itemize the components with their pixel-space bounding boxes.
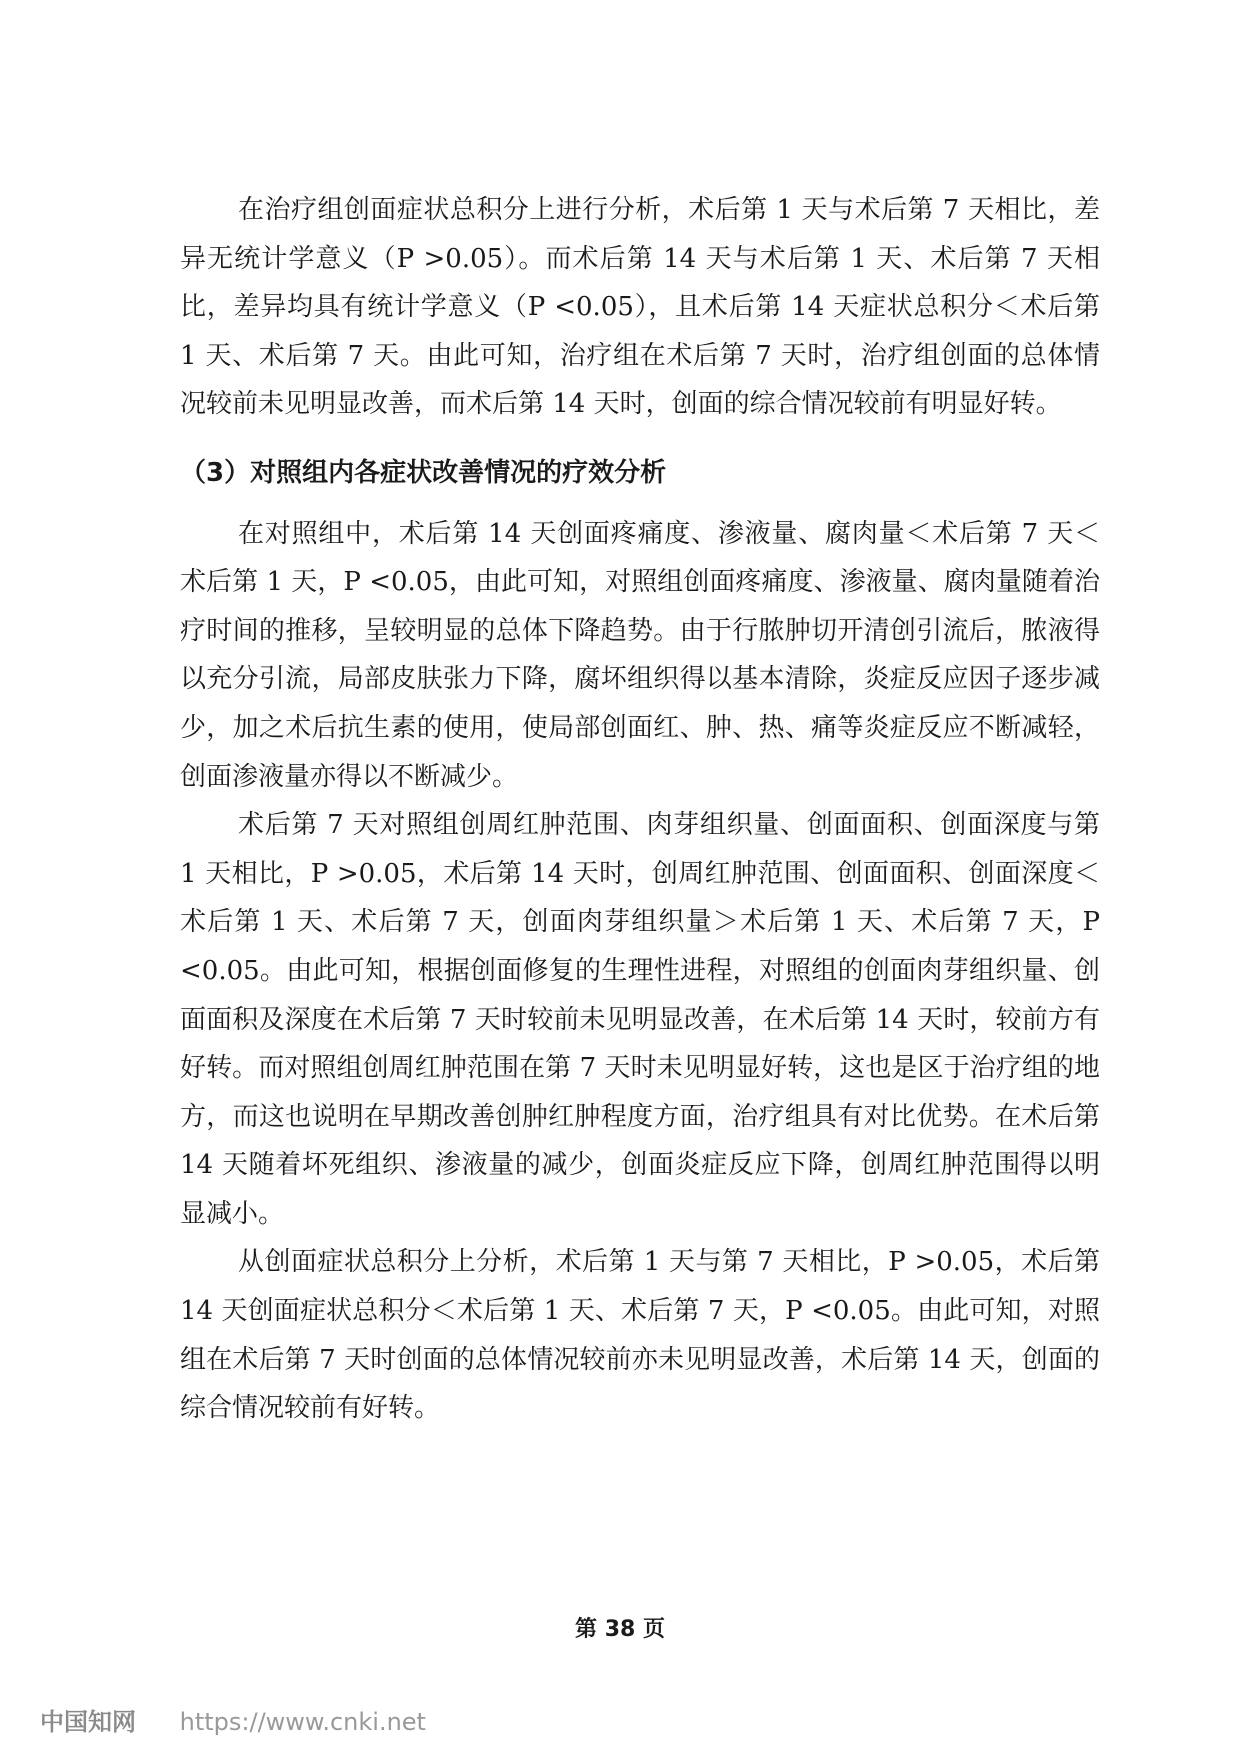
cnki-watermark bbox=[40, 1702, 426, 1737]
paragraph-control-pain-exudate: 在对照组中，术后第 14 天创面疼痛度、渗液量、腐肉量＜术后第 7 天＜术后第 1 天，P <0.05，由此可知，对照组创面疼痛度、渗液量、腐肉量随着治疗时间的推移，呈较明显的总体下降趋势。由于行脓肿切开清创引流后，脓液得以充分引流，局部皮肤张力下降，腐坏组织得以基本清除，炎症反应因子逐步减少，加之术后抗生素的使用，使局部创面红、肿、热、痛等炎症反应不断减轻，创面渗液量亦得以不断减少。 bbox=[180, 518, 1100, 792]
watermark-url: https://www.cnki.net bbox=[179, 1708, 426, 1736]
page-number: 第 38 页 bbox=[575, 1617, 665, 1642]
document-body bbox=[180, 186, 1100, 1433]
paragraph-control-redness-granulation: 术后第 7 天对照组创周红肿范围、肉芽组织量、创面面积、创面深度与第 1 天相比，P >0.05，术后第 14 天时，创周红肿范围、创面面积、创面深度＜术后第 1 天、术后第 7 天，创面肉芽组织量＞术后第 1 天、术后第 7 天，P <0.05。由此可知，根据创面修复的生理性进程，对照组的创面肉芽组织量、创面面积及深度在术后第 7 天时较前未见明显改善，在术后第 14 天时，较前方有好转。而对照组创周红肿范围在第 7 天时未见明显好转，这也是区于治疗组的地方，而这也说明在早期改善创肿红肿程度方面，治疗组具有对比优势。在术后第 14 天随着坏死组织、渗液量的减少，创面炎症反应下降，创周红肿范围得以明显减小。 bbox=[180, 810, 1100, 1229]
paragraph-control-total-score: 从创面症状总积分上分析，术后第 1 天与第 7 天相比，P >0.05，术后第 14 天创面症状总积分＜术后第 1 天、术后第 7 天，P <0.05。由此可知，对照组在术后第 7 天时创面的总体情况较前亦未见明显改善，术后第 14 天，创面的综合情况较前有好转。 bbox=[180, 1247, 1100, 1424]
paragraph-treatment-total-score: 在治疗组创面症状总积分上进行分析，术后第 1 天与术后第 7 天相比，差异无统计学意义（P >0.05）。而术后第 14 天与术后第 1 天、术后第 7 天相比，差异均具有统计学意义（P <0.05），且术后第 14 天症状总积分＜术后第 1 天、术后第 7 天。由此可知，治疗组在术后第 7 天时，治疗组创面的总体情况较前未见明显改善，而术后第 14 天时，创面的综合情况较前有明显好转。 bbox=[180, 195, 1100, 420]
watermark-brand: 中国知网 bbox=[40, 1708, 136, 1736]
section-heading: （3）对照组内各症状改善情况的疗效分析 bbox=[180, 457, 667, 488]
